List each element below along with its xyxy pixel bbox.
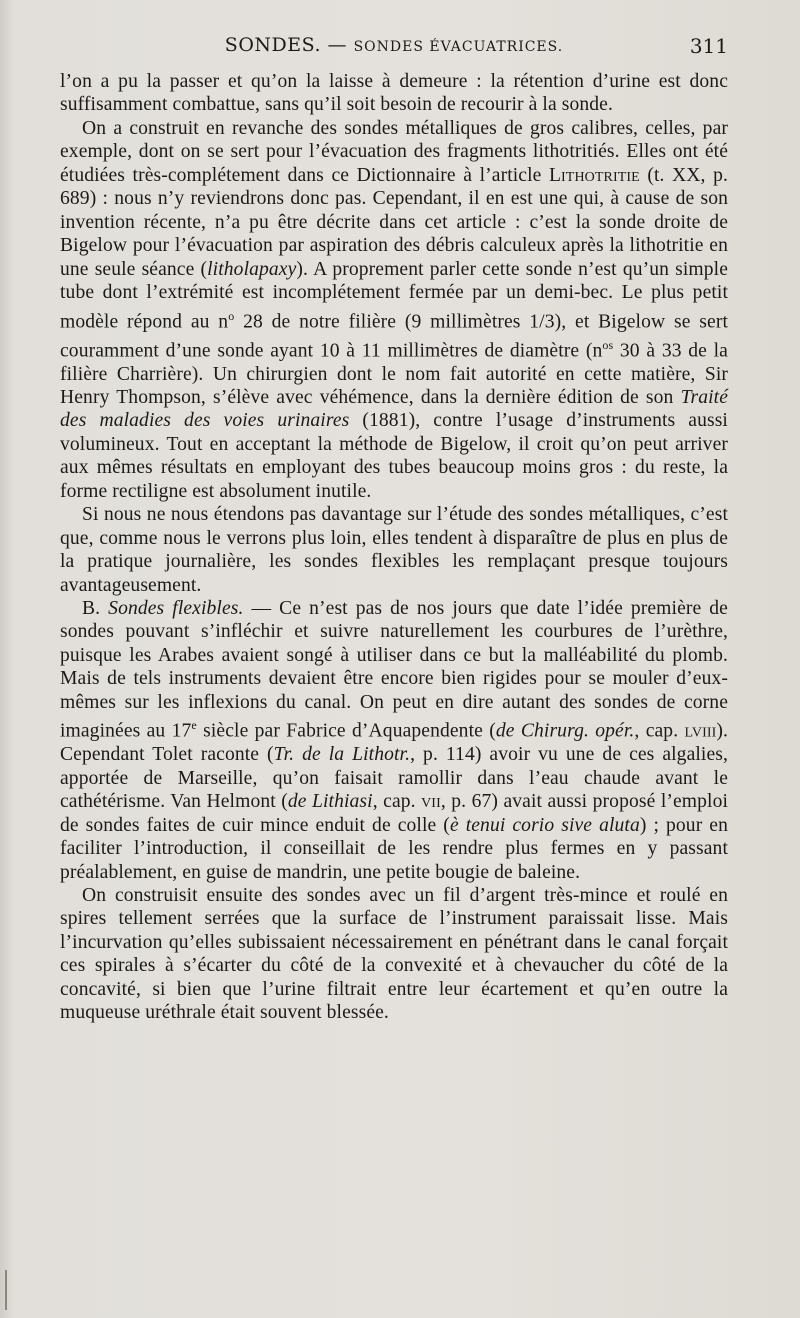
paragraph — [60, 117, 728, 503]
text-segment: ). Cependant Tolet raconte ( — [60, 720, 728, 766]
italic-text: è tenui corio sive aluta — [449, 814, 640, 836]
running-head-title — [60, 34, 728, 56]
text-segment: B. — [82, 598, 109, 620]
running-head-dash: — — [327, 34, 348, 56]
paragraph — [60, 503, 728, 597]
text-segment: , cap. — [634, 720, 685, 742]
text-segment: On a construit en revanche des sondes métalliques de gros calibres, celles, par exemple, dont on se sert pour l’évacuation des fragments lithotritiés. Elles ont été étudiées très-complétement dans ce Dictionnaire à l’article — [60, 117, 728, 186]
page-edge-mark — [5, 1270, 7, 1310]
text-segment: 28 de notre filière (9 millimètres 1/3), et Bigelow se sert couramment d’une sonde ayant 10 à 11 millimètres de diamètre (n — [60, 311, 728, 362]
body-text — [60, 70, 728, 1025]
italic-text: Tr. de la Lithotr. — [273, 744, 411, 766]
running-head-main: SONDES. — [224, 34, 321, 56]
text-segment: ) ; pour en faciliter l’introduction, il conseillait de les rendre plus fermes en y passant préalablement, en guise de mandrin, une petite bougie de baleine. — [60, 814, 728, 883]
text-segment: Si nous ne nous étendons pas davantage sur l’étude des sondes métalliques, c’est que, comme nous le verrons plus loin, elles tendent à disparaître de plus en plus de la pratique journalière, les sondes flexibles les remplaçant presque toujours avantageusement. — [60, 504, 728, 596]
superscript-text: e — [191, 718, 197, 733]
text-segment: ). A proprement parler cette sonde n’est qu’un simple tube dont l’extrémité est incomplétement fermée par un demi-bec. Le plus petit modèle répond au n — [60, 258, 728, 333]
paragraph — [60, 70, 728, 117]
paragraph — [60, 884, 728, 1025]
small-caps-text: Lithotritie — [548, 164, 640, 186]
running-head-subtitle: SONDES ÉVACUATRICES. — [353, 39, 564, 55]
page-number: 311 — [689, 34, 728, 58]
text-segment: On construisit ensuite des sondes avec un fil d’argent très-mince et roulé en spires tellement serrées que la surface de l’instrument paraissait lisse. Mais l’incurvation qu’elles subissaient nécessairement en pénétrant dans le canal forçait ces spirales à s’écarter du côté de la convexité et à chevaucher du côté de la concavité, si bien que l’urine filtrait entre leur écartement et qu’en outre la muqueuse uréthrale était souvent blessée. — [60, 885, 728, 1024]
running-head — [60, 34, 728, 64]
text-segment: , cap. — [372, 791, 422, 813]
italic-text: Sondes flexibles. — [108, 598, 244, 620]
text-segment: (1881), contre l’usage d’instruments aussi volumineux. Tout en acceptant la méthode de Bigelow, il croit qu’on peut arriver aux mêmes résultats en employant des tubes beaucoup moins gros : du reste, la forme rectiligne est absolument inutile. — [60, 410, 728, 502]
text-segment: — Ce n’est pas de nos jours que date l’idée première de sondes pouvant s’infléchir et suivre naturellement les courbures de l’urèthre, puisque les Arabes avaient songé à utiliser dans ce but la malléabilité du plomb. Mais de tels instruments devaient être encore bien rigides pour se mouler d’eux-mêmes sur les inflexions du canal. On peut en dire autant des sondes de corne imaginées au 17 — [60, 598, 728, 742]
italic-text: litholapaxy — [207, 258, 297, 280]
paragraph — [60, 597, 728, 884]
text-segment: 30 à 33 de la filière Charrière). Un chirurgien dont le nom fait autorité en cette matière, Sir Henry Thompson, s’élève avec véhémence, dans la dernière édition de son — [60, 340, 728, 408]
text-segment: , p. 67) avait aussi proposé l’emploi de sondes faites de cuir mince enduit de colle ( — [60, 791, 729, 836]
italic-text: de Chirurg. opér. — [495, 720, 635, 742]
text-segment: (t. XX, p. 689) : nous n’y reviendrons donc pas. Cependant, il en est une qui, à cause de son invention récente, n’a pu être décrite dans cet article : c’est la sonde droite de Bigelow pour l’évacuation par aspiration des débris calculeux après la lithotritie en une seule séance ( — [60, 164, 728, 280]
superscript-text: os — [602, 337, 614, 352]
text-segment: , p. 114) avoir vu une de ces algalies, apportée de Marseille, qu’on faisait ramollir dans l’eau chaude avant le cathétérisme. Van Helmont ( — [60, 744, 728, 813]
italic-text: de Lithiasi — [287, 791, 373, 813]
italic-text: Traité des maladies des voies urinaires — [60, 386, 728, 432]
text-segment: siècle par Fabrice d’Aquapendente ( — [196, 720, 496, 742]
text-segment: l’on a pu la passer et qu’on la laisse à demeure : la rétention d’urine est donc suffisamment combattue, sans qu’il soit besoin de recourir à la sonde. — [60, 71, 728, 116]
superscript-text: o — [228, 308, 235, 323]
small-caps-text: vii — [421, 791, 441, 813]
small-caps-text: lviii — [684, 720, 717, 742]
